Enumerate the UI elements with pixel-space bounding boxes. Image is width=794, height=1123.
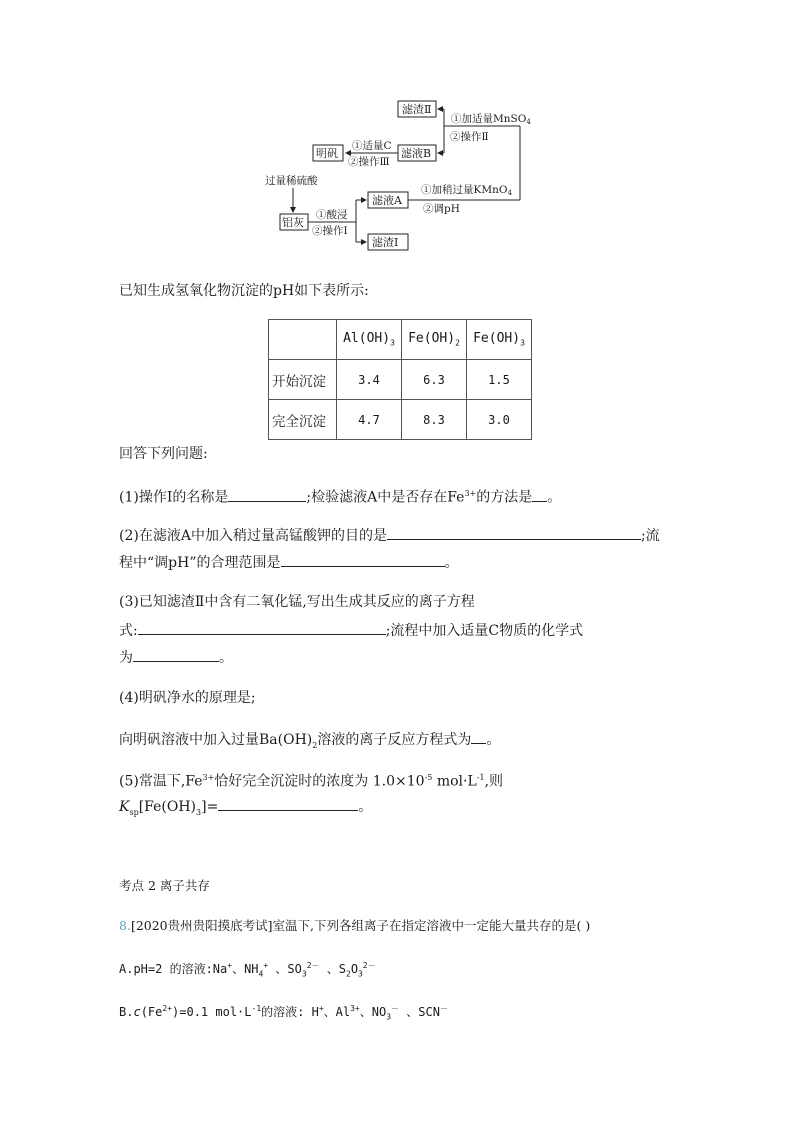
question-5-line-1: (5)常温下$,Fe^{3+}$恰好完全沉淀时的浓度为 $1.0\times 10^{-5}$ $mol\cdot L^{-1}$,则 xyxy=(119,773,504,790)
product-label: 明矾 xyxy=(316,147,338,160)
step4-top: ①适量C xyxy=(352,140,392,152)
step1-top: ①酸浸 xyxy=(316,209,348,221)
table-corner xyxy=(269,320,337,360)
intro-text: 已知生成氢氧化物沉淀的pH如下表所示: xyxy=(119,283,369,299)
ph-table xyxy=(268,319,532,440)
header-fe-oh3: $Fe(OH)_3$ xyxy=(467,320,532,360)
table-cell: 6.3 xyxy=(402,360,467,400)
header-fe-oh2: $Fe(OH)_2$ xyxy=(402,320,467,360)
filtrate-b-label: 滤液B xyxy=(401,147,432,160)
filtrate-a-label: 滤液A xyxy=(372,194,402,207)
question-5-line-2: $K_{sp}[Fe(OH)_3]=$ 。 xyxy=(119,796,372,822)
question-3-line-2: 式: ;流程中加入适量C物质的化学式 xyxy=(119,620,583,640)
table-row xyxy=(269,360,532,400)
step4-bottom: ②操作Ⅲ xyxy=(348,156,390,168)
question-8-number: 8. xyxy=(119,918,131,933)
table-cell: 1.5 xyxy=(467,360,532,400)
question-2-line-1: (2)在滤液A中加入稍过量高锰酸钾的目的是 ;流 xyxy=(119,525,660,545)
step2-top: ①加稍过量KMnO4 xyxy=(421,184,512,197)
question-4-line-1: (4)明矾净水的原理是; xyxy=(119,690,256,706)
table-row xyxy=(269,400,532,440)
step3-bottom: ②操作Ⅱ xyxy=(450,131,489,143)
question-3-line-3: 为 。 xyxy=(119,647,233,667)
process-flowchart xyxy=(0,0,794,270)
start-label: 铝灰 xyxy=(282,216,304,229)
acid-label: 过量稀硫酸 xyxy=(265,175,318,187)
step2-bottom: ②调pH xyxy=(423,203,460,215)
question-1: (1)操作Ⅰ的名称是 ;检验滤液A中是否存在$Fe^{3+}$的方法是 。 xyxy=(119,485,561,507)
question-3-line-1: (3)已知滤渣Ⅱ中含有二氧化锰,写出生成其反应的离子方程 xyxy=(119,594,475,610)
table-cell: 3.0 xyxy=(467,400,532,440)
header-al-oh3: $Al(OH)_3$ xyxy=(337,320,402,360)
table-header-row xyxy=(269,320,532,360)
section-heading: 考点 2 离子共存 xyxy=(119,878,210,893)
residue-1-label: 滤渣Ⅰ xyxy=(372,236,399,249)
row-label: 开始沉淀 xyxy=(269,360,337,400)
table-cell: 3.4 xyxy=(337,360,402,400)
residue-2-label: 滤渣Ⅱ xyxy=(402,103,432,116)
step3-top: ①加适量MnSO4 xyxy=(451,113,531,126)
question-2-line-2: 程中“调pH”的合理范围是 。 xyxy=(119,552,459,572)
option-b[interactable]: $B.c(Fe^{2+})=0.1$ $mol\cdot L^{-1}$的溶液: H+、$Al^{3+}$、$NO_3^-$ 、SCN－ xyxy=(119,1004,448,1022)
table-cell: 4.7 xyxy=(337,400,402,440)
step1-bottom: ②操作Ⅰ xyxy=(312,225,348,237)
question-4-line-2: 向明矾溶液中加入过量$Ba(OH)_2$溶液的离子反应方程式为 。 xyxy=(119,729,500,755)
option-a[interactable]: A.pH=2 的溶液:Na+、$NH_4^+$ 、$SO_3^{2-}$ 、$S_2O_3^{2-}$ xyxy=(119,961,376,979)
table-cell: 8.3 xyxy=(402,400,467,440)
row-label: 完全沉淀 xyxy=(269,400,337,440)
answer-prompt: 回答下列问题: xyxy=(119,446,208,462)
question-8: 8.[2020贵州贵阳摸底考试]室温下,下列各组离子在指定溶液中一定能大量共存的是( ) xyxy=(119,918,591,933)
